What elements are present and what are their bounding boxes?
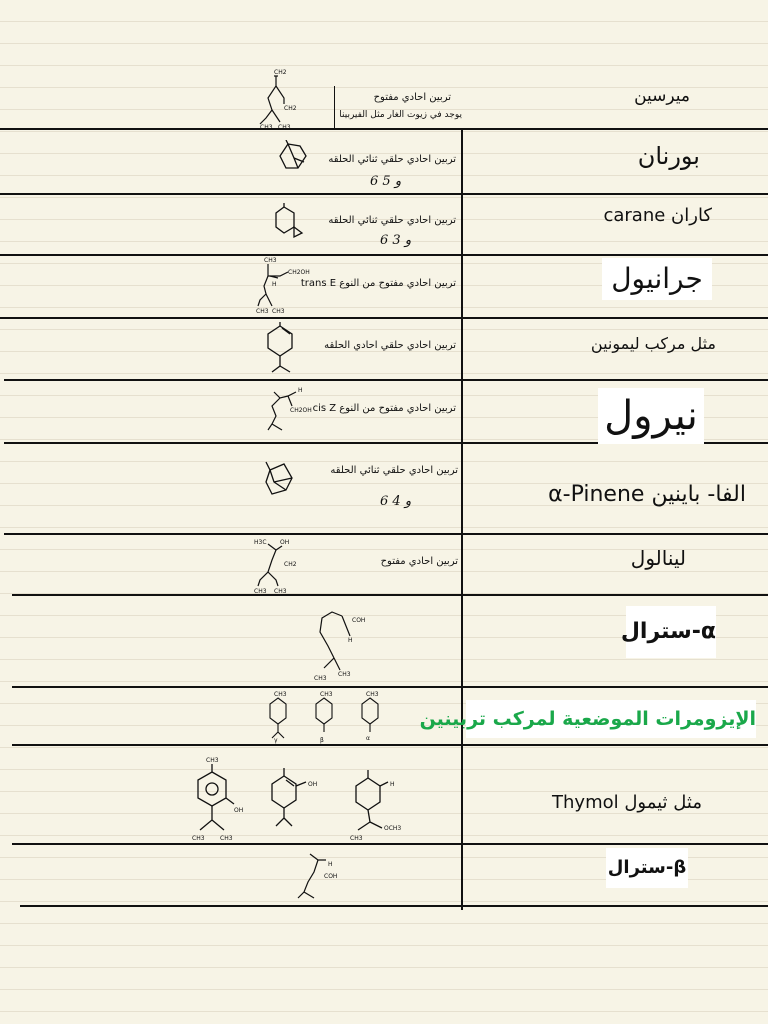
note-line: تربين احادي مفتوح من النوع trans E <box>300 278 456 289</box>
compound-name-carane: كاران carane <box>603 205 712 226</box>
compound-name-geraniol: جرانيول <box>602 258 712 300</box>
svg-text:H: H <box>272 281 277 288</box>
svg-text:CH2: CH2 <box>284 105 297 112</box>
row-divider <box>4 379 768 381</box>
structure-myrcene <box>256 68 302 130</box>
svg-text:β: β <box>320 737 324 744</box>
svg-text:CH2OH: CH2OH <box>290 407 312 414</box>
svg-text:CH3: CH3 <box>260 124 273 130</box>
row-divider <box>12 744 768 746</box>
row-divider <box>0 254 768 256</box>
row-divider <box>0 128 768 130</box>
row-divider <box>20 905 768 907</box>
isomers-heading: الإيزومرات الموضعية لمركب تربينين <box>466 700 756 738</box>
svg-text:CH3: CH3 <box>192 835 205 842</box>
svg-text:CH3: CH3 <box>314 675 327 682</box>
svg-text:CH3: CH3 <box>220 835 233 842</box>
svg-text:H: H <box>348 637 353 644</box>
svg-text:CH3: CH3 <box>206 757 219 764</box>
note-line: تربين احادي مفتوح <box>380 556 458 567</box>
svg-text:OH: OH <box>234 807 244 814</box>
note-line: تربين احادي مفتوح من النوع cis Z <box>312 403 456 414</box>
note-line: تربين احادي حلقي ثنائي الحلقه <box>328 215 456 226</box>
compound-name-beta-citral: β-سترال <box>606 848 688 888</box>
row-divider <box>0 193 768 195</box>
structure-geraniol <box>252 256 312 314</box>
structure-bornane <box>276 140 310 174</box>
svg-text:CH3: CH3 <box>320 691 333 698</box>
svg-text:CH3: CH3 <box>350 835 363 842</box>
svg-text:CH3: CH3 <box>274 588 287 594</box>
svg-text:CH3: CH3 <box>254 588 267 594</box>
svg-text:α: α <box>366 735 370 742</box>
svg-text:OH: OH <box>280 539 290 546</box>
structure-linalool <box>250 536 302 594</box>
structure-carane <box>272 203 306 243</box>
svg-text:CH3: CH3 <box>278 124 291 130</box>
ring-size: 6 و 4 <box>380 494 412 509</box>
compound-name-nerol: نيرول <box>598 388 704 444</box>
svg-text:OCH3: OCH3 <box>384 825 402 832</box>
structure-alpha-citral <box>306 604 376 684</box>
note-line: تربين احادي مفتوح <box>373 92 451 103</box>
structure-thymol-variants <box>190 756 410 842</box>
ring-size: 6 و 5 <box>370 174 402 189</box>
svg-text:CH3: CH3 <box>338 671 351 678</box>
svg-text:H: H <box>328 861 333 868</box>
compound-name-thymol: مثل ثيمول Thymol <box>552 792 702 813</box>
compound-name-bornane: بورنان <box>637 142 700 170</box>
note-line: تربين احادي حلقي ثنائي الحلقه <box>330 465 458 476</box>
svg-text:CH3: CH3 <box>274 691 287 698</box>
column-divider <box>461 128 463 910</box>
column-divider-top <box>334 86 335 128</box>
note-line: تربين احادي حلقي ثنائي الحلقه <box>328 154 456 165</box>
row-divider <box>0 317 768 319</box>
row-divider <box>12 843 768 845</box>
svg-text:H: H <box>390 781 395 788</box>
structure-beta-citral <box>292 846 348 904</box>
svg-text:H: H <box>298 387 303 394</box>
svg-text:H3C: H3C <box>254 539 267 546</box>
structure-alpha-pinene <box>262 460 298 500</box>
compound-name-alpha-pinene: الفا- باينين α-Pinene <box>548 482 746 507</box>
ring-size: 6 و 3 <box>380 233 412 248</box>
svg-text:CH3: CH3 <box>256 308 269 314</box>
compound-name-myrcene: ميرسين <box>634 86 690 106</box>
svg-text:CH3: CH3 <box>272 308 285 314</box>
compound-name-linalool: لينالول <box>630 546 686 570</box>
structure-limonene <box>262 320 300 378</box>
note-line: تربين احادي حلقي احادي الحلقه <box>324 340 456 351</box>
svg-text:CH3: CH3 <box>264 257 277 264</box>
svg-text:CH2: CH2 <box>284 561 297 568</box>
row-divider <box>4 533 768 535</box>
compound-name-alpha-citral: α-سترال <box>626 606 716 658</box>
svg-text:CH2: CH2 <box>274 69 287 76</box>
note-line: يوجد في زيوت الغار مثل الفيربينا <box>339 110 462 120</box>
compound-name-limonene: مثل مركب ليمونين <box>590 334 716 353</box>
svg-text:CH2OH: CH2OH <box>288 269 310 276</box>
svg-text:CH3: CH3 <box>366 691 379 698</box>
svg-text:OH: OH <box>308 781 318 788</box>
structure-nerol <box>262 386 314 438</box>
svg-text:COH: COH <box>324 873 338 880</box>
svg-text:COH: COH <box>352 617 366 624</box>
row-divider <box>12 594 768 596</box>
structure-isomers <box>264 688 394 744</box>
svg-text:γ: γ <box>274 737 278 744</box>
